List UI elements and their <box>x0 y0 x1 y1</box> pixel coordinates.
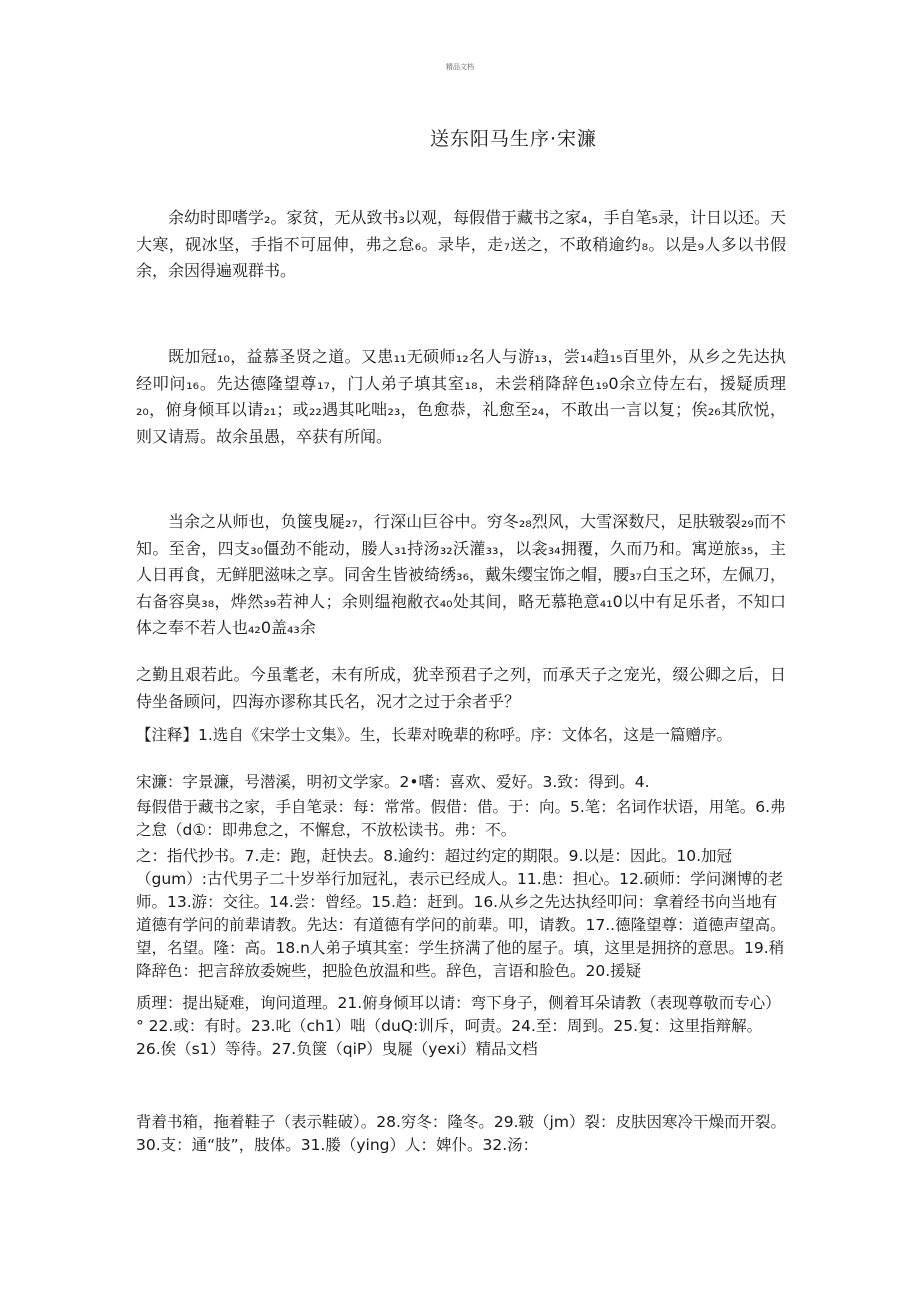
header-mark: 精品文档 <box>446 63 474 71</box>
page-title: 送东阳马生序·宋濂 <box>430 128 598 150</box>
paragraph-2: 既加冠₁₀，益慕圣贤之道。又患₁₁无硕师₁₂名人与游₁₃，尝₁₄趋₁₅百里外，从乡之先达执经叩问₁₆。先达德隆望尊₁₇，门人弟子填其室₁₈，未尝稍降辞色₁₉0余立侍左右，援疑质理₂₀，俯身倾耳以请₂₁；或₂₂遇其叱咄₂₃，色愈恭，礼愈至₂₄，不敢出一言以复；俟₂₆其欣悦，则又请焉。故余虽愚，卒获有所闻。 <box>136 347 786 446</box>
paragraph-4: 之勤且艰若此。今虽耄老，未有所成，犹幸预君子之列，而承天子之宠光，缀公卿之后，日侍坐备顾问，四海亦谬称其氏名，况才之过于余者乎？ <box>136 665 786 711</box>
note-1: 【注释】1.选自《宋学士文集》。生，长辈对晚辈的称呼。序：文体名，这是一篇赠序。 <box>136 726 733 744</box>
note-4: 之：指代抄书。7.走：跑，赶快去。8.逾约：超过约定的期限。9.以是：因此。10.加冠（gum）:古代男子二十岁举行加冠礼，表示已经成人。11.患：担心。12.硕师：学问渊博的老师。13.游：交往。14.尝：曾经。15.趋：赶到。16.从乡之先达执经叩问：拿着经书向当地有道德有学问的前辈请教。先达：有道德有学问的前辈。叩，请教。17..德隆望尊：道德声望高。望，名望。隆：高。18.n人弟子填其室：学生挤满了他的屋子。填，这里是拥挤的意思。19.稍降辞色：把言辞放委婉些，把脸色放温和些。辞色，言语和脸色。20.援疑 <box>136 847 786 980</box>
note-2: 宋濂：字景濂，号潜溪，明初文学家。2•嗜：喜欢、爱好。3.致：得到。4. <box>136 773 650 791</box>
note-5: 质理：提出疑难，询问道理。21.俯身倾耳以请：弯下身子，侧着耳朵请教（表现尊敬而专心）° 22.或：有时。23.叱（ch1）咄（duQ:训斥，呵责。24.至：周到。25.复：这里指辩解。26.俟（s1）等待。27.负箧（qiP）曳屣（yexi）精品文档 <box>136 994 781 1058</box>
note-6: 背着书箱，拖着鞋子（表示鞋破）。28.穷冬：隆冬。29.皲（jm）裂：皮肤因寒冷干燥而开裂。30.支：通“肢”，肢体。31.媵（ying）人：婢仆。32.汤： <box>136 1113 786 1154</box>
paragraph-3: 当余之从师也，负箧曳屣₂₇，行深山巨谷中。穷冬₂₈烈风，大雪深数尺，足肤皲裂₂₉而不知。至舍，四支₃₀僵劲不能动，媵人₃₁持汤₃₂沃灌₃₃，以衾₃₄拥覆，久而乃和。寓逆旅₃₅，主人日再食，无鲜肥滋味之享。同舍生皆被绮绣₃₆，戴朱缨宝饰之帽，腰₃₇白玉之环，左佩刀，右备容臭₃₈，烨然₃₉若神人；余则缊袍敝衣₄₀处其间，略无慕艳意₄₁0以中有足乐者，不知口体之奉不若人也₄₂0盖₄₃余 <box>136 512 786 637</box>
paragraph-1: 余幼时即嗜学₂。家贫，无从致书₃以观，每假借于藏书之家₄，手自笔₅录，计日以还。天大寒，砚冰坚，手指不可屈伸，弗之怠₆。录毕，走₇送之，不敢稍逾约₈。以是₉人多以书假余，余因得遍观群书。 <box>136 208 786 280</box>
note-3: 每假借于藏书之家，手自笔录：每：常常。假借：借。于：向。5.笔：名词作状语，用笔。6.弗之怠（d①：即弗怠之，不懈怠，不放松读书。弗：不。 <box>136 798 786 839</box>
